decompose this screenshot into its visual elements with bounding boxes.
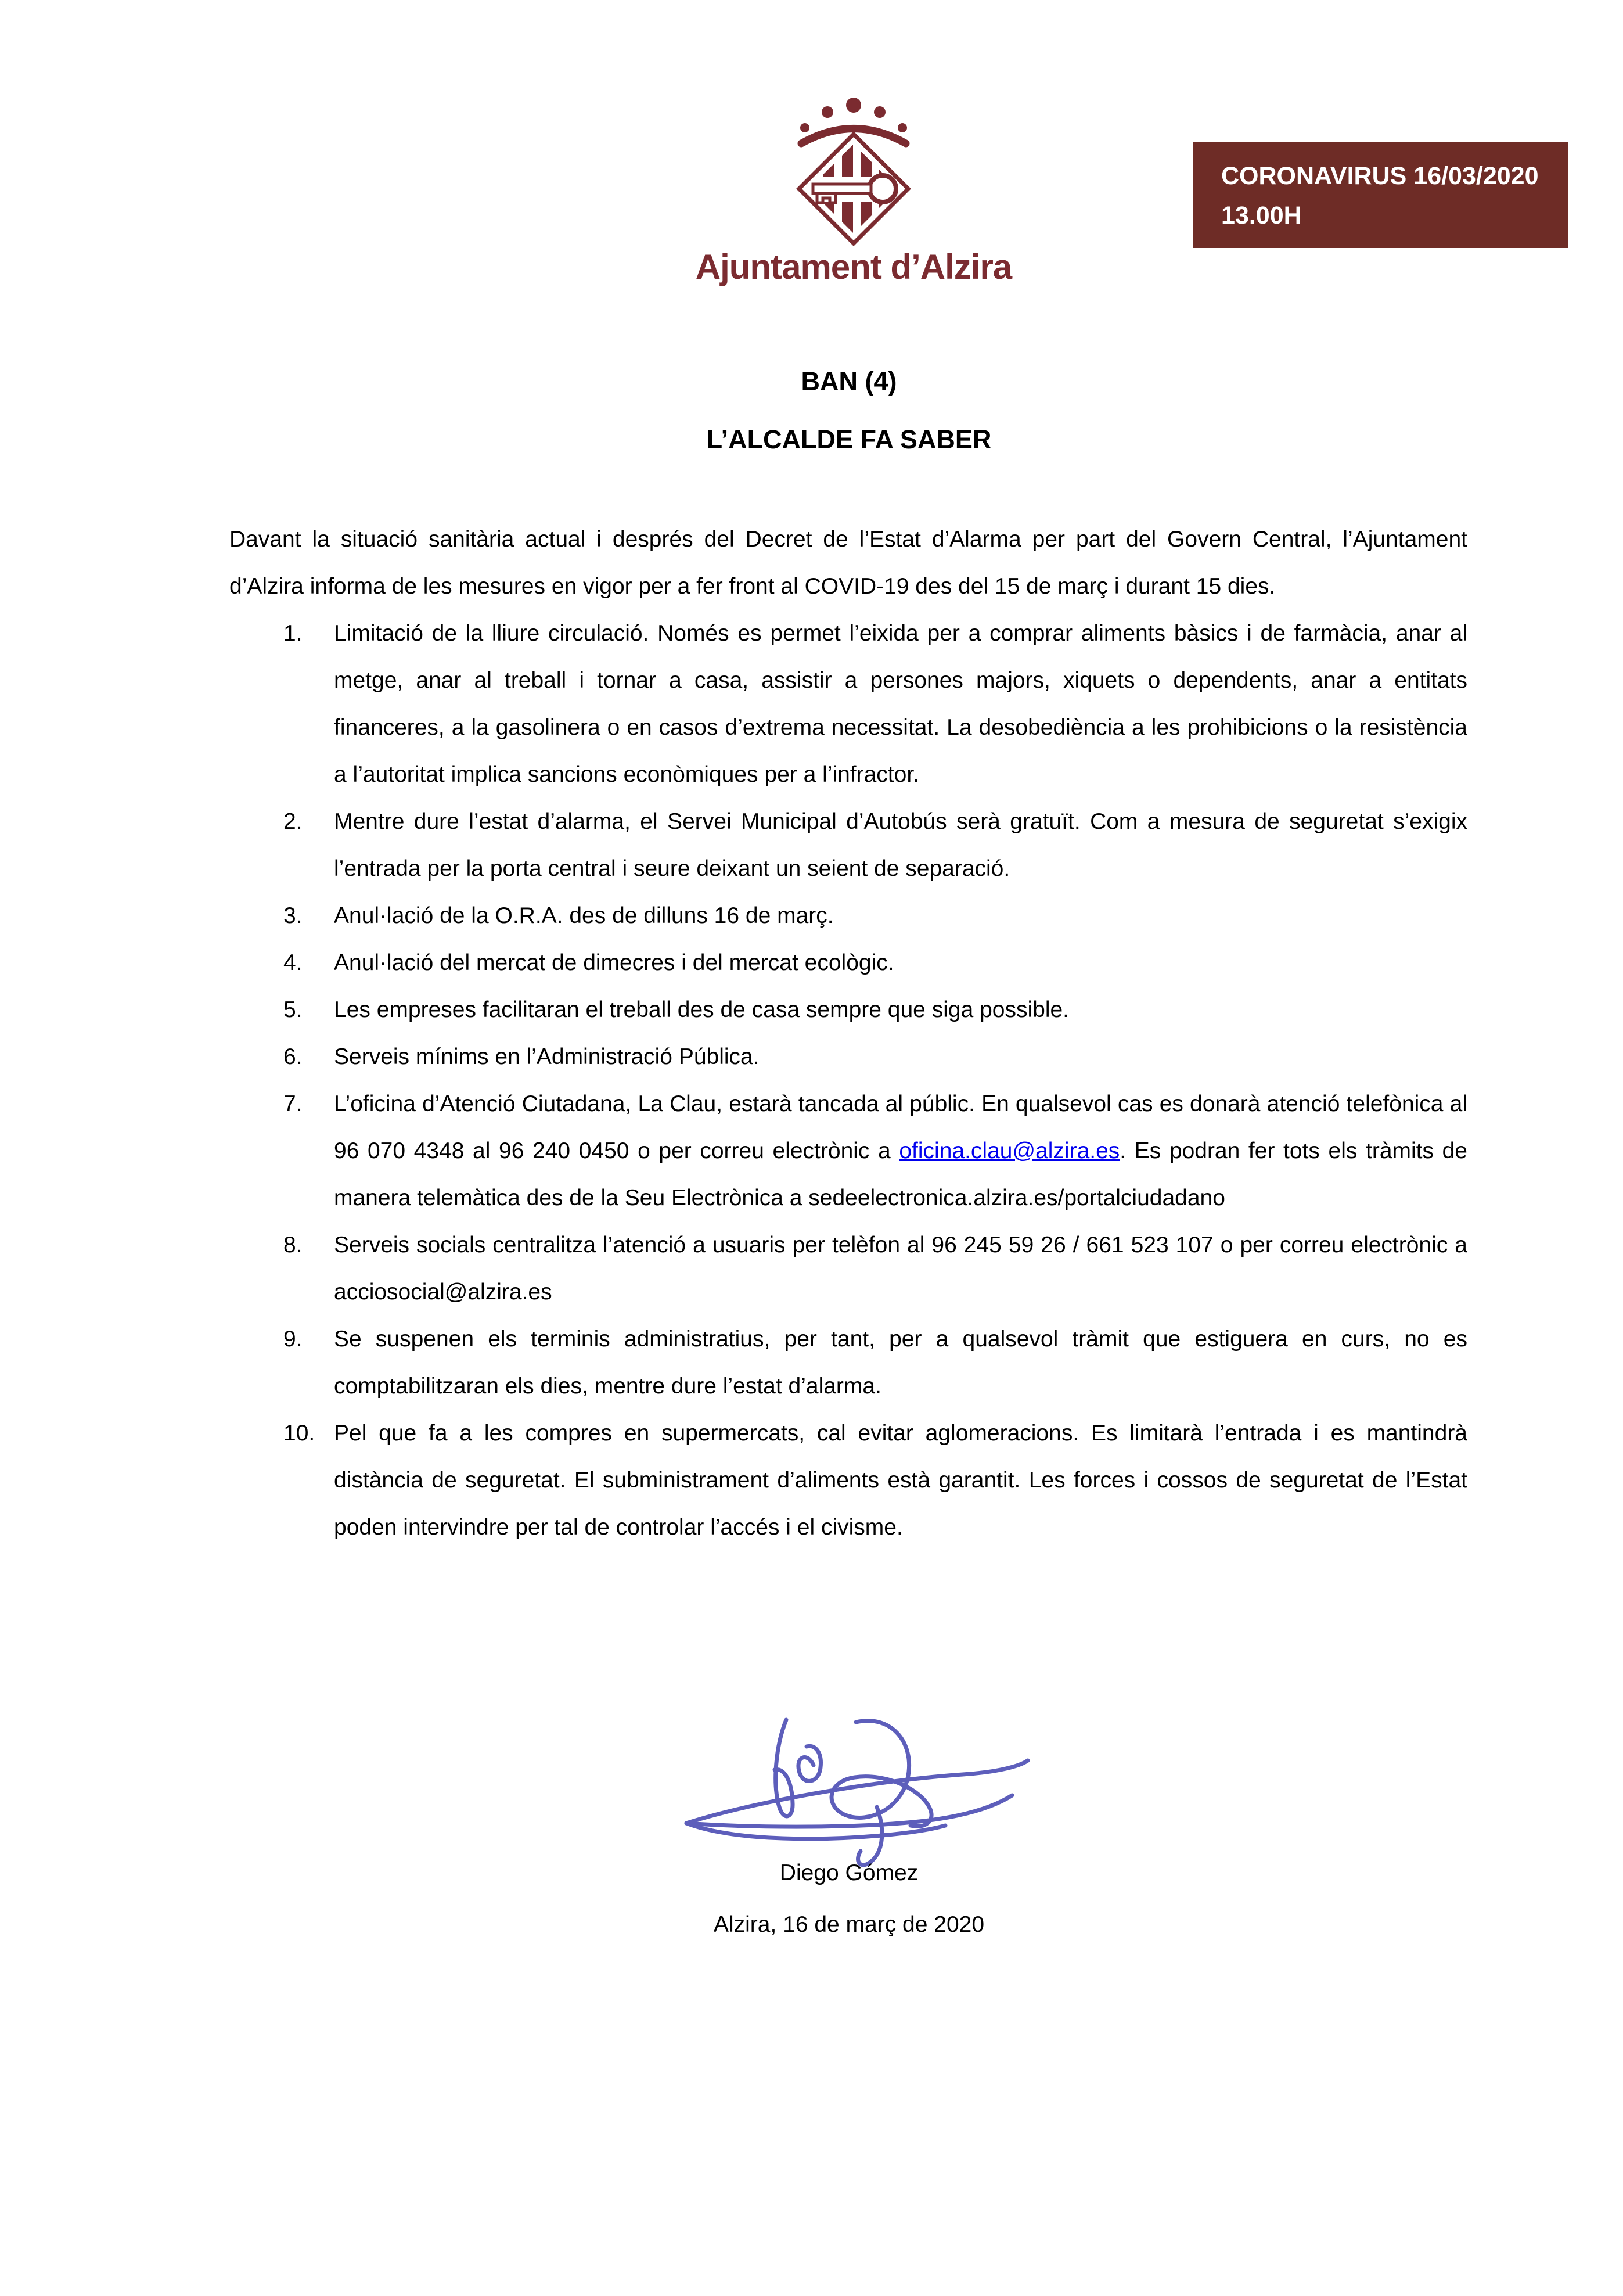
- item-text: Les empreses facilitaran el treball des de casa sempre que siga possible.: [334, 997, 1070, 1022]
- ban-item-4: [229, 939, 1467, 986]
- alert-line-2: 13.00H: [1221, 202, 1302, 229]
- item-number: 5.: [283, 997, 303, 1022]
- ban-item-2: [229, 798, 1467, 892]
- item-number: 9.: [283, 1327, 303, 1352]
- item-text: Anul·lació del mercat de dimecres i del mercat ecològic.: [334, 950, 894, 975]
- intro-paragraph: Davant la situació sanitària actual i després del Decret de l’Estat d’Alarma per part del Govern Central, l’Ajuntament d’Alzira informa de les mesures en vigor per a fer front al COVID-19 des del 15 de març i durant 15 dies.: [229, 527, 1467, 599]
- alert-line-1: CORONAVIRUS 16/03/2020: [1221, 162, 1539, 190]
- item-text: L’oficina d’Atenció Ciutadana, La Clau, estarà tancada al públic. En qualsevol cas es donarà atenció telefònica al 96 070 4348 al 96 240 0450 o per correu electrònic a: [334, 1091, 1467, 1163]
- coat-of-arms-icon: [784, 92, 923, 246]
- ban-item-9: [229, 1316, 1467, 1410]
- item-number: 10.: [283, 1421, 315, 1446]
- signer-name: Diego Gómez: [779, 1860, 919, 1885]
- item-number: 1.: [283, 621, 303, 646]
- logo-org-name: Ajuntament d’Alzira: [695, 247, 1012, 286]
- ban-item-8: [229, 1221, 1467, 1316]
- ban-item-10: [229, 1410, 1467, 1551]
- document-body: [229, 516, 1467, 1551]
- item-number: 8.: [283, 1233, 303, 1257]
- item-number: 3.: [283, 903, 303, 928]
- item-text: Mentre dure l’estat d’alarma, el Servei Municipal d’Autobús serà gratuït. Com a mesura de seguretat s’exigix l’entrada per la porta central i seure deixant un seient de separació.: [334, 809, 1467, 881]
- item-text: Anul·lació de la O.R.A. des de dilluns 16 de març.: [334, 903, 834, 928]
- item-number: 7.: [283, 1091, 303, 1116]
- item-number: 4.: [283, 950, 303, 975]
- item-text: Serveis mínims en l’Administració Pública.: [334, 1044, 760, 1069]
- ban-item-7: [229, 1080, 1467, 1221]
- ban-item-6: [229, 1033, 1467, 1080]
- signature-place-date: Alzira, 16 de març de 2020: [713, 1912, 985, 1937]
- item-number: 6.: [283, 1044, 303, 1069]
- item-text: . Es podran fer tots els tràmits de manera telemàtica des de la Seu Electrònica a sedeelectronica.alzira.es/portalciudadano: [334, 1138, 1467, 1210]
- title-alcalde: L’ALCALDE FA SABER: [706, 425, 992, 454]
- document-title: [193, 353, 1505, 469]
- item-number: 2.: [283, 809, 303, 834]
- title-ban: BAN (4): [801, 367, 897, 396]
- email-link-oficina-clau[interactable]: oficina.clau@alzira.es: [899, 1138, 1120, 1163]
- coronavirus-alert-box: [1193, 142, 1568, 248]
- signature-block: [193, 1847, 1505, 1950]
- item-text: Serveis socials centralitza l’atenció a usuaris per telèfon al 96 245 59 26 / 661 523 107 o per correu electrònic a acciosocial@alzira.es: [334, 1233, 1467, 1305]
- ban-item-1: [229, 610, 1467, 798]
- item-text: Se suspenen els terminis administratius, per tant, per a qualsevol tràmit que estiguera en curs, no es comptabilitzaran els dies, mentre dure l’estat d’alarma.: [334, 1327, 1467, 1399]
- alzira-logo: [685, 92, 1022, 287]
- item-text: Limitació de la lliure circulació. Només es permet l’eixida per a comprar aliments bàsics i de farmàcia, anar al metge, anar al treball i tornar a casa, assistir a persones majors, xiquets o dependents, anar a entitats financeres, a la gasolinera o en casos d’extrema necessitat. La desobediència a les prohibicions o la resistència a l’autoritat implica sancions econòmiques per a l’infractor.: [334, 621, 1467, 787]
- ban-item-3: [229, 892, 1467, 939]
- item-text: Pel que fa a les compres en supermercats, cal evitar aglomeracions. Es limitarà l’entrada i es mantindrà distància de seguretat. El subministrament d’aliments està garantit. Les forces i cossos de seguretat de l’Estat poden intervindre per tal de controlar l’accés i el civisme.: [334, 1421, 1467, 1540]
- ban-item-5: [229, 986, 1467, 1033]
